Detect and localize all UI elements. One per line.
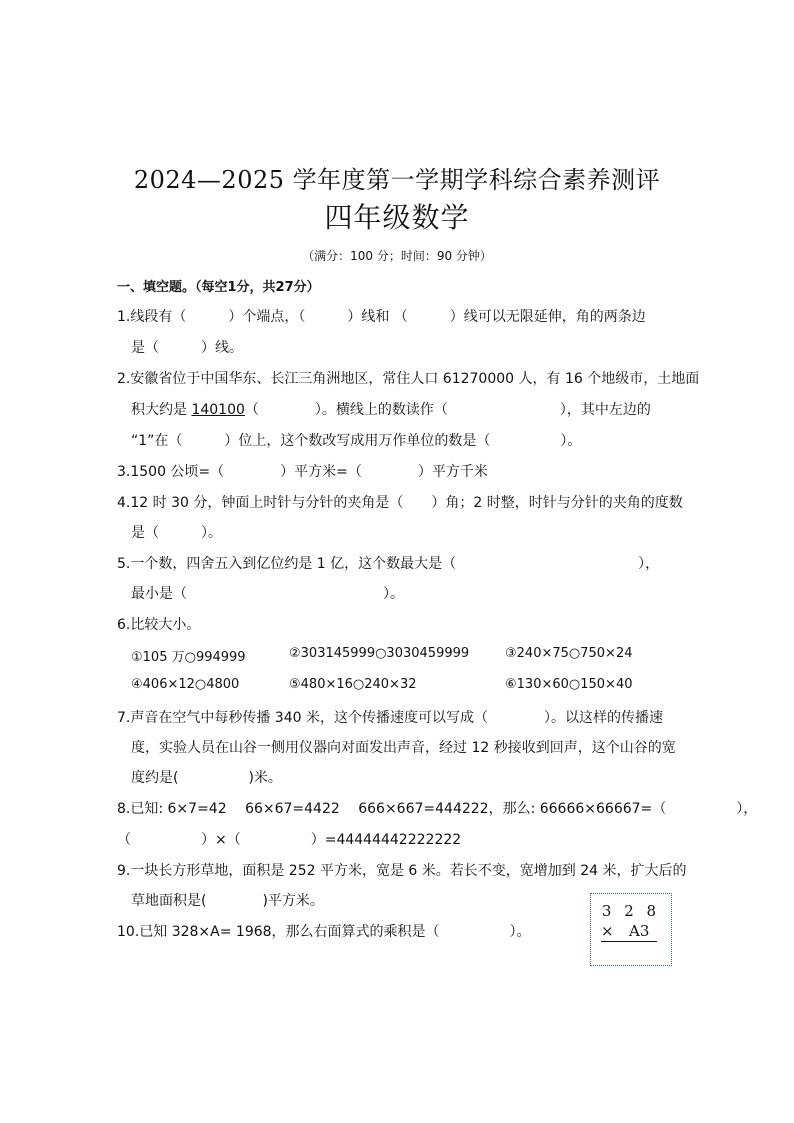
question-4-line-2: 是（ ）。 [131,525,222,541]
question-2-line-3: “1”在（ ）位上，这个数改写成用万作单位的数是（ ）。 [131,433,582,449]
question-6: 6.比较大小。 [117,617,201,633]
question-7-line-1: 7.声音在空气中每秒传播 340 米，这个传播速度可以写成（ ）。以这样的传播速 [117,710,663,726]
question-9-line-2: 草地面积是( )平方米。 [131,893,324,909]
compare-item-1: ①105 万○994999 [131,650,246,665]
exam-meta: （满分：100 分；时间：90 分钟） [302,249,492,263]
compare-item-6: ⑥130×60○150×40 [505,677,633,692]
multiplicand: 3 2 8 [601,902,661,920]
question-9-line-1: 9.一块长方形草地，面积是 252 平方米，宽是 6 米。若长不变，宽增加到 24 米，扩大后的 [117,863,687,879]
question-10: 10.已知 328×A= 1968，那么右面算式的乘积是（ ）。 [117,924,531,940]
multiplier: A3 [629,922,650,940]
question-1-line-2: 是（ ）线。 [131,340,243,356]
question-8-line-2: （ ）×（ ）=44444442222222 [117,832,462,848]
compare-item-5: ⑤480×16○240×32 [289,677,417,692]
compare-item-4: ④406×12○4800 [131,677,240,692]
vertical-calculation-box [590,893,672,966]
question-2-text: 积大约是 [131,402,192,418]
question-5-line-1: 5.一个数，四舍五入到亿位约是 1 亿，这个数最大是（ ）， [117,556,660,572]
question-7-line-2: 度，实验人员在山谷一侧用仪器向对面发出声音，经过 12 秒接收到回声，这个山谷的宽 [131,740,676,756]
section-heading: 一、填空题。（每空1分，共27分） [117,280,320,295]
question-3: 3.1500 公顷=（ ）平方米=（ ）平方千米 [117,464,488,480]
question-2-text-cont: （ ）。横线上的数读作（ ），其中左边的 [244,402,651,418]
question-8-line-1: 8.已知: 6×7=42 66×67=4422 666×667=444222，那么: 66666×66667=（ ）， [117,801,758,817]
question-4-line-1: 4.12 时 30 分，钟面上时针与分针的夹角是（ ）角；2 时整，时针与分针的夹角的度数 [117,495,683,511]
question-2-line-1: 2.安徽省位于中国华东、长江三角洲地区，常住人口 61270000 人，有 16 个地级市，土地面 [117,371,700,387]
exam-subject: 四年级数学 [324,201,470,234]
compare-item-2: ②303145999○3030459999 [289,646,470,661]
exam-title: 2024—2025 学年度第一学期学科综合素养测评 [133,166,661,194]
question-2-line-2 [131,399,651,419]
underlined-number: 140100 [191,402,245,418]
times-sign: × [601,922,614,940]
multiplier-row [601,922,657,942]
compare-item-3: ③240×75○750×24 [505,646,633,661]
question-1-line-1: 1.线段有（ ）个端点，（ ）线和 （ ）线可以无限延伸，角的两条边 [117,309,646,325]
question-5-line-2: 最小是（ ）。 [131,586,404,602]
question-7-line-3: 度约是( )米。 [131,770,282,786]
